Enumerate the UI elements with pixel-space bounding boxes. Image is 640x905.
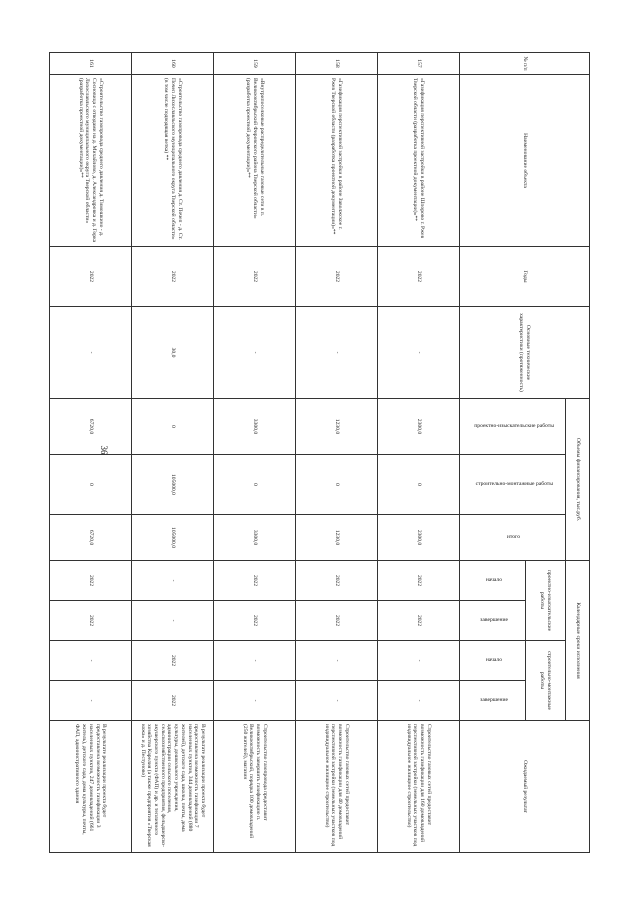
row-years: 2022	[296, 247, 378, 307]
row-result: В результате реализации проекта будет предоставлена возможность газификации 3 населенных пунктов, 247 домовладений (661 житель), детского сада, дома культуры, почты, ФАП, административного здания	[50, 721, 132, 853]
row-specs: -	[378, 307, 460, 399]
header-design-end: завершение	[479, 617, 508, 624]
row-funding-construction: 0	[50, 455, 132, 515]
header-constr-end: завершение	[479, 697, 508, 704]
row-years: 2022	[214, 247, 296, 307]
row-funding-total: 3300,0	[214, 515, 296, 561]
row-funding-total: 6720,0	[50, 515, 132, 561]
row-num: 161	[50, 53, 132, 75]
header-name: Наименование объекта	[460, 75, 590, 247]
row-num: 157	[378, 53, 460, 75]
header-constr-end-cell	[460, 681, 526, 721]
header-funding-design: проектно-изыскательские работы	[474, 423, 554, 430]
projects-table	[49, 52, 590, 853]
row-constr-end: -	[378, 681, 460, 721]
row-result: В результате реализации проекта будет предоставлена возможность газификации 7 населенных пунктов, 344 домовладений (880 жителей), детского сада, школы, почты, дома культуры, дошкольного учреждения, администрации сельского поселения, сельскохозяйственного предприятия, фельдшерско-акушерского пункта (ФАП) и др. и тепличного хозяйства Карелия (а также предприятия «Тверская кожа» и д. Пестуново)	[132, 721, 214, 853]
header-schedule-construction: строительно-монтажные работы	[526, 641, 566, 721]
row-design-start: -	[132, 561, 214, 601]
row-constr-end: -	[296, 681, 378, 721]
table-row	[50, 53, 132, 853]
row-design-start: 2022	[50, 561, 132, 601]
row-funding-design: 1230,0	[296, 399, 378, 455]
row-specs: 30,0	[132, 307, 214, 399]
header-schedule-design: проектно-изыскательские работы	[526, 561, 566, 641]
header-funding-total: итого	[507, 534, 521, 541]
row-result: Строительство газовых сетей предоставит возможность газификации для 160 домовладений перспективной застройки (земельных участков под индивидуальное жилищное строительство)	[378, 721, 460, 853]
header-funding-group: Объемы финансирования, тыс.руб.	[566, 399, 590, 561]
row-num: 159	[214, 53, 296, 75]
row-funding-construction: 0	[214, 455, 296, 515]
row-name: «Строительство газопровода среднего давления д. Ст. Почеп - д. Ст. Почеп Лихославльского муниципального округа Тверской области» (в том числе подводящая ветка) **	[132, 75, 214, 247]
row-result: Строительство газовых сетей предоставит возможность газификации для 40 домовладений перспективной застройки (земельных участков под индивидуальное жилищное строительство)	[296, 721, 378, 853]
row-constr-start: -	[296, 641, 378, 681]
row-funding-construction: 0	[296, 455, 378, 515]
row-years: 2022	[50, 247, 132, 307]
table-row	[214, 53, 296, 853]
row-funding-total: 105000,0	[132, 515, 214, 561]
row-funding-design: 6720,0	[50, 399, 132, 455]
row-constr-end: -	[50, 681, 132, 721]
row-design-start: 2022	[214, 561, 296, 601]
header-design-end-cell	[460, 601, 526, 641]
header-years: Годы	[460, 247, 590, 307]
table-row	[296, 53, 378, 853]
header-result: Ожидаемый результат	[460, 721, 590, 853]
row-design-end: 2022	[296, 601, 378, 641]
row-design-end: -	[132, 601, 214, 641]
row-funding-total: 2300,0	[378, 515, 460, 561]
row-specs: -	[214, 307, 296, 399]
row-funding-design: 3300,0	[214, 399, 296, 455]
row-constr-start: -	[214, 641, 296, 681]
header-funding-total-cell	[460, 515, 566, 561]
row-constr-start: -	[378, 641, 460, 681]
row-num: 160	[132, 53, 214, 75]
header-funding-design-cell	[460, 399, 566, 455]
header-num: № п/п	[460, 53, 590, 75]
row-constr-end: -	[214, 681, 296, 721]
header-specs: Основные технические характеристики (протяженность)	[460, 307, 590, 399]
rotated-table-wrapper	[50, 52, 590, 852]
page-number: 36	[99, 445, 109, 455]
row-name: «Внутрипоселковые распределительные газовые сети в п. Великооктябрьский Фировского района Тверской области» (разработка проектной документации)»**	[214, 75, 296, 247]
row-name: «Газификация перспективной застройки в районе Шпорово г. Ржев Тверской области (разработка проектной документации)»**	[378, 75, 460, 247]
header-funding-construction: строительно-монтажные работы	[475, 481, 553, 488]
row-design-end: 2022	[214, 601, 296, 641]
row-funding-total: 1230,0	[296, 515, 378, 561]
row-design-start: 2022	[378, 561, 460, 601]
row-constr-start: 2022	[132, 641, 214, 681]
row-years: 2022	[378, 247, 460, 307]
row-funding-construction: 0	[378, 455, 460, 515]
table-row	[132, 53, 214, 853]
row-name: «Строительство газопровода среднего давления д. Тимошкино - д. Сосновица с отводами на д. Михайлово, д. Александровка и д. Горка Лихославльского муниципального округа Тверской области» (разработка проектной документации)»**	[50, 75, 132, 247]
row-constr-end: 2022	[132, 681, 214, 721]
header-constr-start-cell	[460, 641, 526, 681]
table-row	[378, 53, 460, 853]
row-funding-design: 0	[132, 399, 214, 455]
row-funding-design: 2300,0	[378, 399, 460, 455]
row-years: 2022	[132, 247, 214, 307]
header-schedule-group: Календарные сроки исполнения	[566, 561, 590, 721]
row-result: Строительство газопровода предоставит возможность завершить газификацию п. Великооктябрьский, порядка 100 домовладений (250 жителей), магазин	[214, 721, 296, 853]
row-design-end: 2022	[378, 601, 460, 641]
header-constr-start: начало	[485, 657, 502, 664]
header-funding-construction-cell	[460, 455, 566, 515]
row-design-start: 2022	[296, 561, 378, 601]
row-num: 158	[296, 53, 378, 75]
row-specs: -	[296, 307, 378, 399]
header-design-start-cell	[460, 561, 526, 601]
header-design-start: начало	[485, 577, 502, 584]
row-constr-start: -	[50, 641, 132, 681]
row-funding-construction: 105000,0	[132, 455, 214, 515]
row-name: «Газификация перспективной застройки в районе Заволжское г. Ржев Тверской области (разработка проектной документации)»**	[296, 75, 378, 247]
row-specs: -	[50, 307, 132, 399]
row-design-end: 2022	[50, 601, 132, 641]
